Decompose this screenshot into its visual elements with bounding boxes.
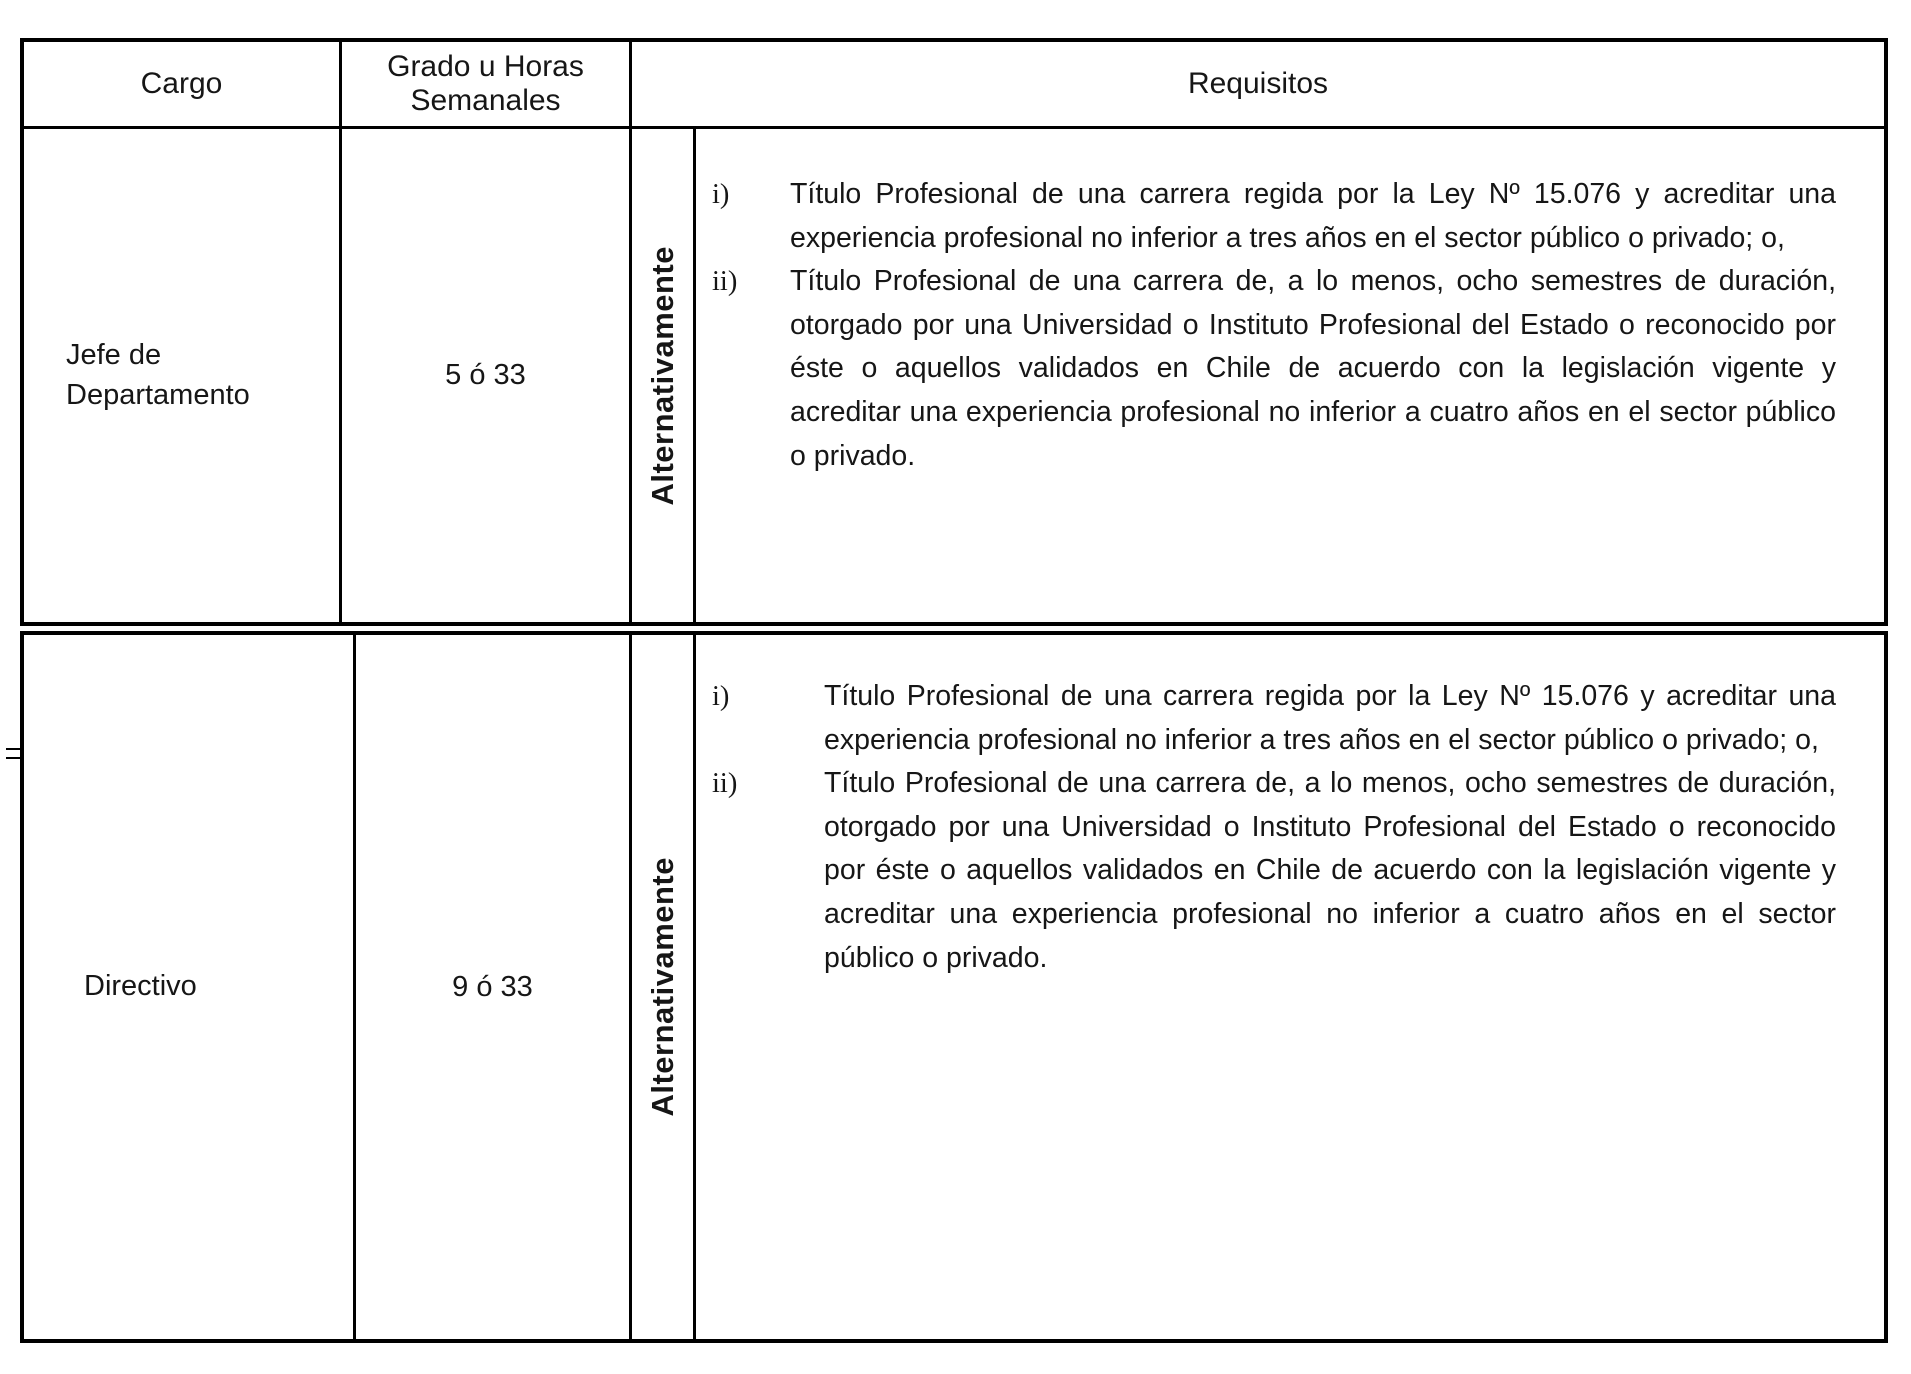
requisito-text: Título Profesional de una carrera regida por la Ley Nº 15.076 y acreditar una experiencia profesional no inferior a tres años en el sector público o privado; o, [790,178,1836,254]
requisitos-cell [696,129,1884,622]
cargo-value: Jefe de Departamento [66,339,250,411]
requisito-text: Título Profesional de una carrera regida por la Ley Nº 15.076 y acreditar una experiencia profesional no inferior a tres años en el sector público o privado; o, [824,680,1836,756]
header-label-grado: Grado u Horas Semanales [387,49,584,117]
side-label-vertical-text: Alternativamente [644,245,680,506]
requisito-item [712,173,1836,260]
table-row [24,635,1884,1339]
header-cell-requisitos [632,42,1884,126]
side-label-vertical-text: Alternativamente [644,857,680,1117]
header-label-requisitos: Requisitos [1187,66,1329,100]
side-label-cell [632,635,696,1339]
list-marker: ii) [712,266,738,298]
requisitos-cell [696,635,1884,1339]
cargo-cell [24,635,356,1339]
side-label-cell [632,129,696,622]
requisito-item [712,260,1836,478]
scan-artifact-mark [6,748,20,759]
header-cell-grado [342,42,632,126]
table-header-row [24,42,1884,129]
grado-cell [356,635,632,1339]
requisito-item [712,762,1836,980]
table-block-2 [20,631,1888,1343]
requisito-item [712,675,1836,762]
document-page [20,38,1888,1343]
list-marker: i) [712,681,730,712]
requisito-text: Título Profesional de una carrera de, a lo menos, ocho semestres de duración, otorgado por una Universidad o Instituto Profesional del Estado o reconocido por éste o aquellos validados en Chile de acuerdo con la legislación vigente y acreditar una experiencia profesional no inferior a cuatro años en el sector público o privado. [790,265,1836,472]
list-marker: i) [712,179,730,210]
list-marker: ii) [712,768,738,800]
requisito-text: Título Profesional de una carrera de, a lo menos, ocho semestres de duración, otorgado por una Universidad o Instituto Profesional del Estado o reconocido por éste o aquellos validados en Chile de acuerdo con la legislación vigente y acreditar una experiencia profesional no inferior a cuatro años en el sector público o privado. [824,767,1836,974]
header-label-cargo: Cargo [140,66,223,100]
header-cell-cargo [24,42,342,126]
grado-value: 5 ó 33 [445,359,526,391]
grado-cell [342,129,632,622]
cargo-cell [24,129,342,622]
table-row [24,129,1884,622]
cargo-value: Directivo [84,970,197,1003]
grado-value: 9 ó 33 [452,970,533,1003]
table-block-1 [20,38,1888,626]
